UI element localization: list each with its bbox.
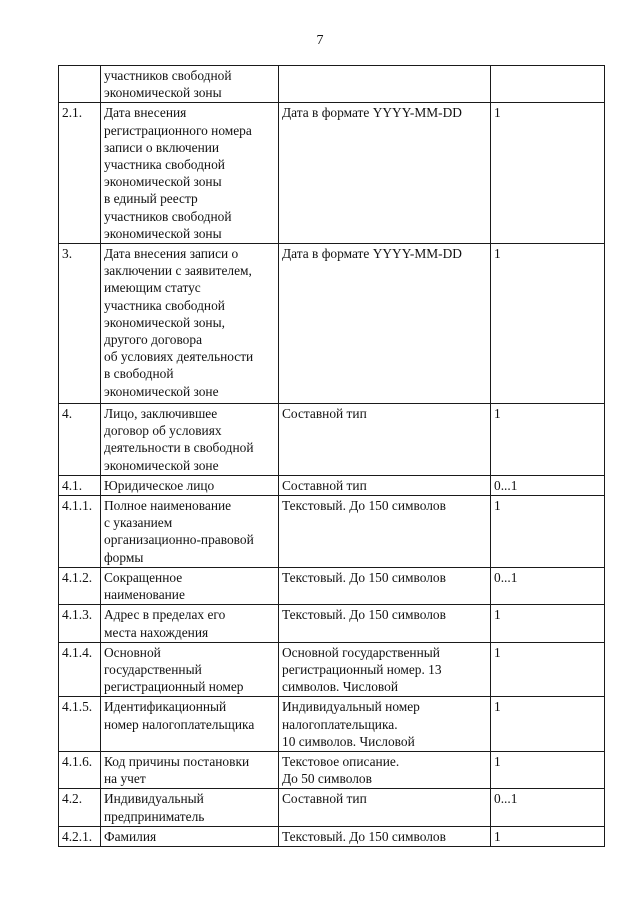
cell-name: Лицо, заключившее договор об условиях деятельности в свободной экономической зоне [101, 404, 279, 476]
cell-count: 1 [491, 826, 605, 846]
cell-number: 4.1.6. [59, 752, 101, 789]
cell-format: Составной тип [279, 404, 491, 476]
cell-format: Текстовый. До 150 символов [279, 496, 491, 568]
cell-name: Основной государственный регистрационный номер [101, 642, 279, 697]
cell-number: 4. [59, 404, 101, 476]
cell-number: 4.1.4. [59, 642, 101, 697]
cell-count: 1 [491, 752, 605, 789]
table-row [59, 752, 605, 789]
cell-count: 0...1 [491, 789, 605, 826]
table-row [59, 66, 605, 103]
table-row [59, 103, 605, 244]
cell-format: Дата в формате YYYY-MM-DD [279, 244, 491, 404]
cell-name: Код причины постановки на учет [101, 752, 279, 789]
requirements-table [58, 65, 605, 847]
cell-number: 2.1. [59, 103, 101, 244]
cell-name: Полное наименование с указанием организационно-правовой формы [101, 496, 279, 568]
cell-format: Индивидуальный номер налогоплательщика. 10 символов. Числовой [279, 697, 491, 752]
cell-count: 1 [491, 605, 605, 642]
cell-name: участников свободной экономической зоны [101, 66, 279, 103]
table-row [59, 404, 605, 476]
cell-name: Адрес в пределах его места нахождения [101, 605, 279, 642]
cell-number: 4.1. [59, 475, 101, 495]
cell-number: 4.1.1. [59, 496, 101, 568]
table-row [59, 244, 605, 404]
cell-format: Текстовый. До 150 символов [279, 568, 491, 605]
table-row [59, 496, 605, 568]
cell-count: 1 [491, 103, 605, 244]
table-row [59, 826, 605, 846]
cell-count: 1 [491, 496, 605, 568]
table-row [59, 789, 605, 826]
cell-format: Текстовый. До 150 символов [279, 826, 491, 846]
cell-number: 4.2.1. [59, 826, 101, 846]
cell-name: Идентификационный номер налогоплательщика [101, 697, 279, 752]
cell-count: 0...1 [491, 568, 605, 605]
table-row [59, 605, 605, 642]
cell-format: Составной тип [279, 789, 491, 826]
cell-format: Текстовый. До 150 символов [279, 605, 491, 642]
cell-count: 1 [491, 244, 605, 404]
cell-format: Основной государственный регистрационный номер. 13 символов. Числовой [279, 642, 491, 697]
cell-number: 4.2. [59, 789, 101, 826]
cell-name: Индивидуальный предприниматель [101, 789, 279, 826]
cell-count [491, 66, 605, 103]
table-row [59, 568, 605, 605]
cell-name: Сокращенное наименование [101, 568, 279, 605]
table-row [59, 642, 605, 697]
cell-format: Дата в формате YYYY-MM-DD [279, 103, 491, 244]
cell-name: Дата внесения записи о заключении с заявителем, имеющим статус участника свободной экономической зоны, другого договора об условиях деятельности в свободной экономической зоне [101, 244, 279, 404]
page-number: 7 [316, 33, 324, 48]
cell-format: Текстовое описание. До 50 символов [279, 752, 491, 789]
cell-count: 1 [491, 697, 605, 752]
cell-count: 0...1 [491, 475, 605, 495]
cell-name: Дата внесения регистрационного номера записи о включении участника свободной экономической зоны в единый реестр участников свободной экономической зоны [101, 103, 279, 244]
table-body [59, 66, 605, 847]
cell-number: 4.1.2. [59, 568, 101, 605]
cell-number: 4.1.3. [59, 605, 101, 642]
cell-format [279, 66, 491, 103]
cell-count: 1 [491, 404, 605, 476]
cell-name: Фамилия [101, 826, 279, 846]
cell-number: 4.1.5. [59, 697, 101, 752]
cell-format: Составной тип [279, 475, 491, 495]
cell-count: 1 [491, 642, 605, 697]
cell-number: 3. [59, 244, 101, 404]
table-row [59, 475, 605, 495]
table-row [59, 697, 605, 752]
cell-number [59, 66, 101, 103]
cell-name: Юридическое лицо [101, 475, 279, 495]
